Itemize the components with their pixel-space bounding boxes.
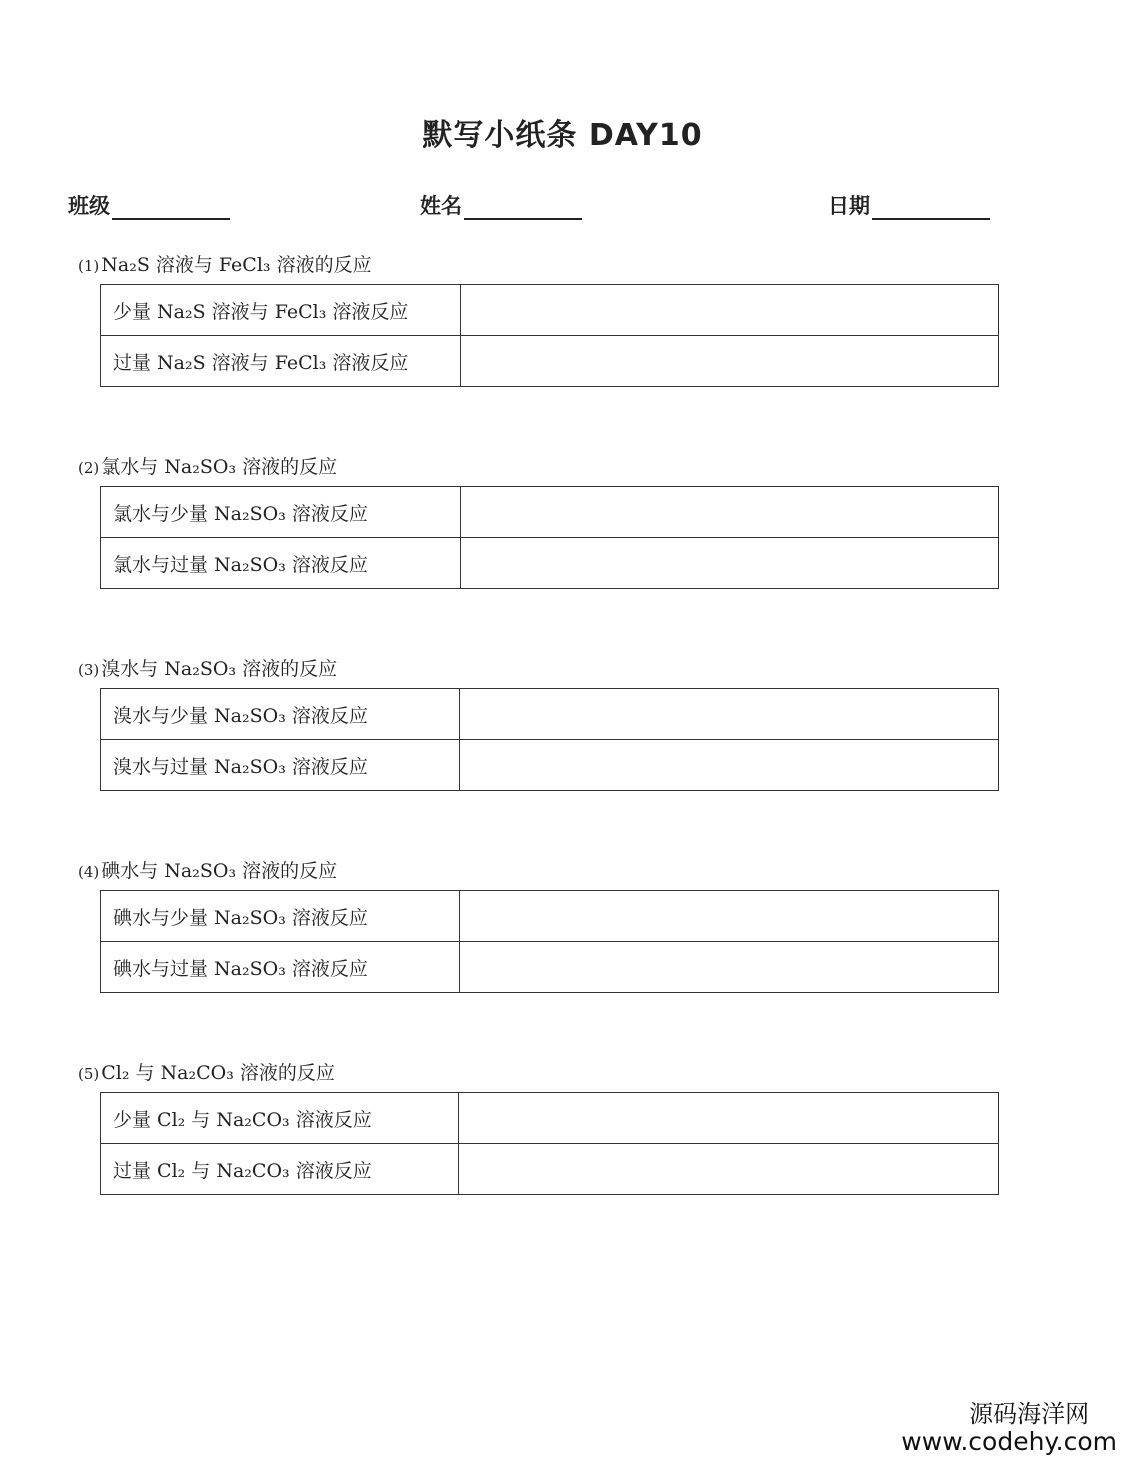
answer-table — [100, 1092, 999, 1195]
class-field — [68, 190, 230, 220]
row-label: 氯水与少量 Na₂SO₃ 溶液反应 — [101, 487, 461, 538]
row-label: 碘水与少量 Na₂SO₃ 溶液反应 — [101, 891, 460, 942]
row-label: 溴水与少量 Na₂SO₃ 溶液反应 — [101, 689, 460, 740]
section-number: (5) — [78, 1065, 100, 1083]
answer-table — [100, 486, 999, 589]
answer-cell[interactable] — [459, 1093, 999, 1144]
section-title: Cl₂ 与 Na₂CO₃ 溶液的反应 — [101, 1062, 335, 1084]
page-title: 默写小纸条 DAY10 — [422, 118, 703, 153]
section-2 — [78, 452, 1000, 576]
answer-table — [100, 688, 999, 791]
answer-cell[interactable] — [460, 689, 999, 740]
section-title: 氯水与 Na₂SO₃ 溶液的反应 — [101, 456, 338, 478]
row-label: 过量 Cl₂ 与 Na₂CO₃ 溶液反应 — [101, 1144, 459, 1195]
answer-cell[interactable] — [460, 942, 999, 993]
row-label: 氯水与过量 Na₂SO₃ 溶液反应 — [101, 538, 461, 589]
table-row — [101, 891, 999, 942]
answer-cell[interactable] — [461, 285, 999, 336]
date-label: 日期 — [828, 194, 870, 218]
answer-cell[interactable] — [461, 487, 999, 538]
name-label: 姓名 — [420, 194, 462, 218]
row-label: 溴水与过量 Na₂SO₃ 溶液反应 — [101, 740, 460, 791]
section-number: (1) — [78, 257, 100, 275]
section-heading — [78, 250, 1000, 280]
answer-cell[interactable] — [461, 336, 999, 387]
row-label: 过量 Na₂S 溶液与 FeCl₃ 溶液反应 — [101, 336, 461, 387]
table-row — [101, 942, 999, 993]
date-blank[interactable] — [872, 194, 990, 220]
table-row — [101, 1144, 999, 1195]
section-heading — [78, 856, 1000, 886]
section-number: (2) — [78, 459, 100, 477]
section-3 — [78, 654, 1000, 778]
row-label: 碘水与过量 Na₂SO₃ 溶液反应 — [101, 942, 460, 993]
table-row — [101, 1093, 999, 1144]
watermark-url: www.codehy.com — [901, 1427, 1117, 1456]
answer-cell[interactable] — [461, 538, 999, 589]
answer-table — [100, 890, 999, 993]
section-title: Na₂S 溶液与 FeCl₃ 溶液的反应 — [101, 254, 372, 276]
watermark-name: 源码海洋网 — [969, 1400, 1090, 1428]
answer-cell[interactable] — [460, 740, 999, 791]
row-label: 少量 Cl₂ 与 Na₂CO₃ 溶液反应 — [101, 1093, 459, 1144]
section-4 — [78, 856, 1000, 980]
section-number: (3) — [78, 661, 100, 679]
section-heading — [78, 452, 1000, 482]
section-5 — [78, 1058, 1000, 1182]
section-heading — [78, 1058, 1000, 1088]
name-field — [420, 190, 582, 220]
table-row — [101, 689, 999, 740]
section-title: 溴水与 Na₂SO₃ 溶液的反应 — [101, 658, 338, 680]
class-label: 班级 — [68, 194, 110, 218]
name-blank[interactable] — [464, 194, 582, 220]
class-blank[interactable] — [112, 194, 230, 220]
table-row — [101, 336, 999, 387]
answer-cell[interactable] — [459, 1144, 999, 1195]
answer-cell[interactable] — [460, 891, 999, 942]
table-row — [101, 538, 999, 589]
date-field — [828, 190, 990, 220]
watermark — [901, 1400, 1117, 1456]
table-row — [101, 487, 999, 538]
section-title: 碘水与 Na₂SO₃ 溶液的反应 — [101, 860, 338, 882]
table-row — [101, 740, 999, 791]
section-1 — [78, 250, 1000, 374]
row-label: 少量 Na₂S 溶液与 FeCl₃ 溶液反应 — [101, 285, 461, 336]
answer-table — [100, 284, 999, 387]
section-heading — [78, 654, 1000, 684]
section-number: (4) — [78, 863, 100, 881]
table-row — [101, 285, 999, 336]
